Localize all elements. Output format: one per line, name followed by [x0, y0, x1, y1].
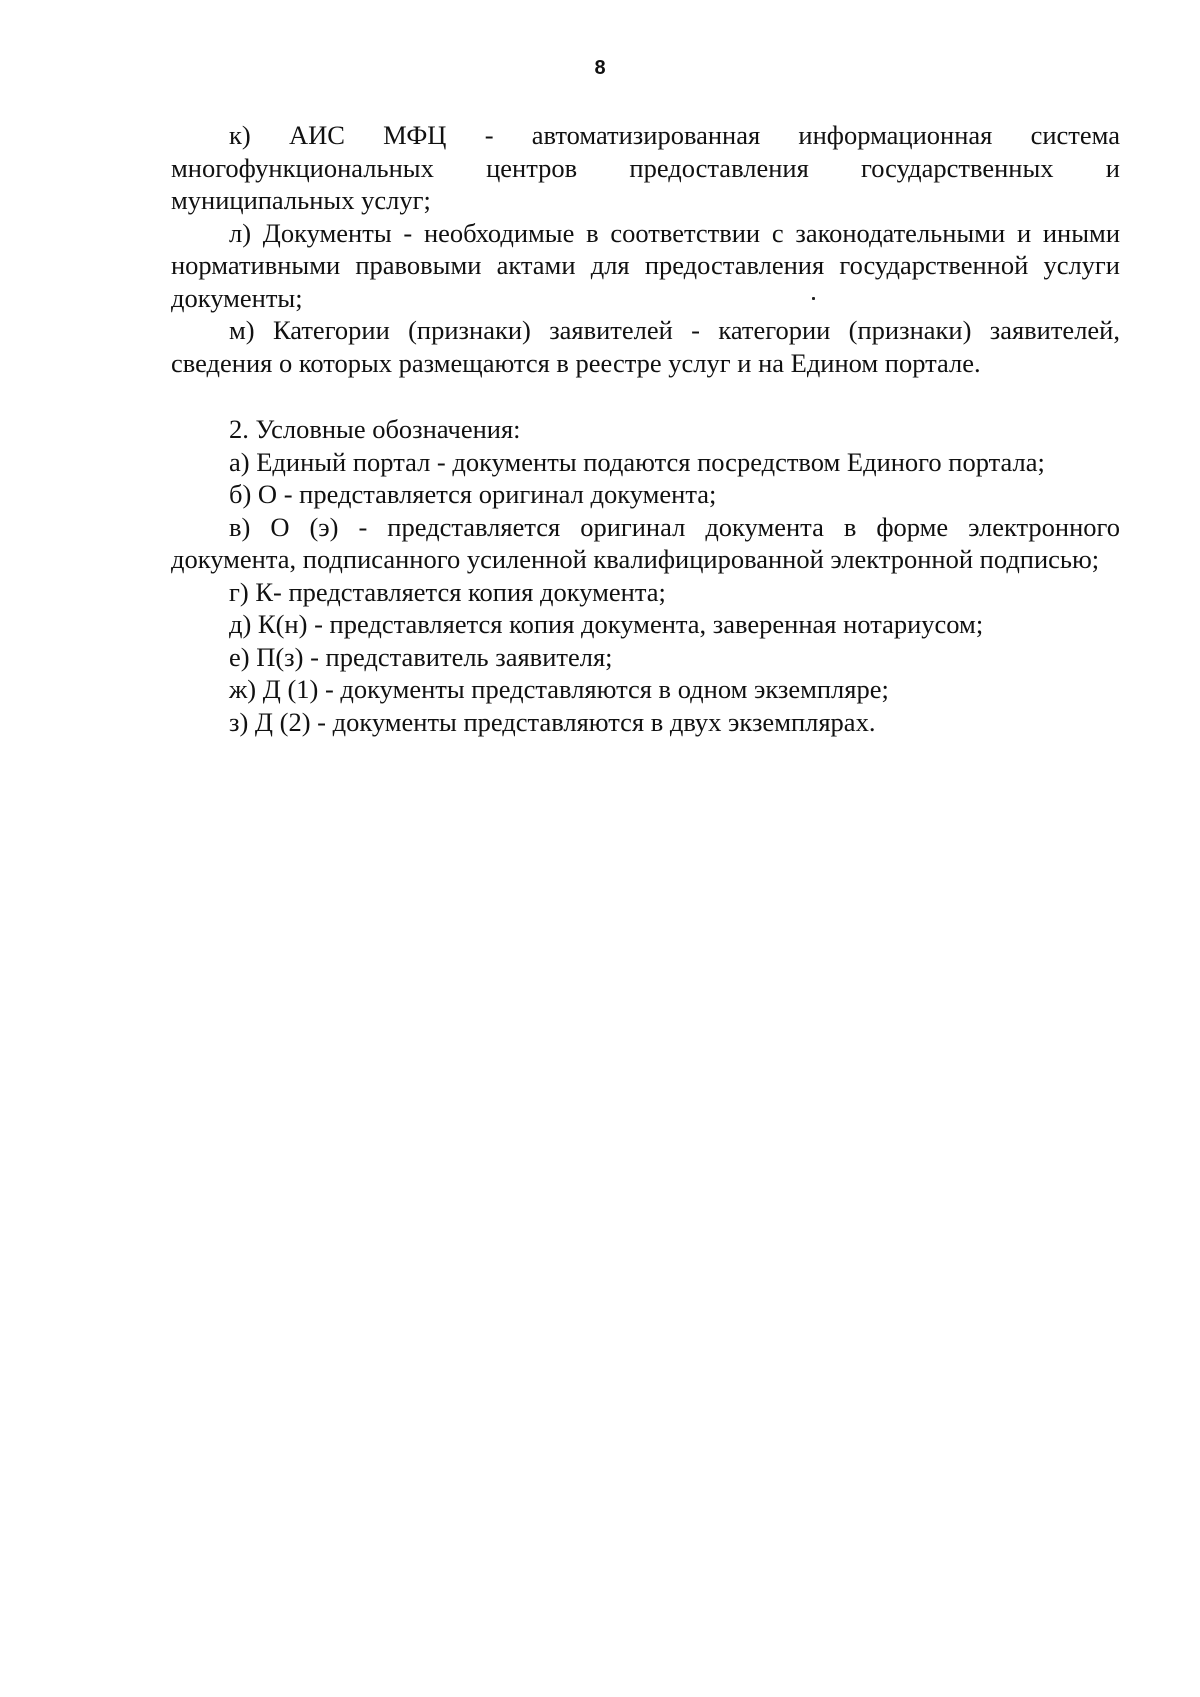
- notation-z: з) Д (2) - документы представляются в двух экземплярах.: [229, 706, 876, 737]
- scan-speck: [812, 297, 815, 300]
- definition-k: к) АИС МФЦ - автоматизированная информационная система многофункциональных центров предоставления государственных и муниципальных услуг;: [171, 120, 1120, 215]
- notation-e: е) П(з) - представитель заявителя;: [229, 641, 613, 672]
- notation-d: д) К(н) - представляется копия документа, заверенная нотариусом;: [229, 609, 984, 639]
- notations-section: [171, 413, 1120, 738]
- notation-b: б) О - представляется оригинал документа;: [229, 479, 717, 509]
- page-number: 8: [594, 57, 606, 79]
- definition-m: м) Категории (признаки) заявителей - категории (признаки) заявителей, сведения о которых размещаются в реестре услуг и на Едином портале.: [171, 315, 1120, 378]
- notations-heading: 2. Условные обозначения:: [229, 414, 521, 444]
- definitions-section: [171, 119, 1120, 379]
- notation-g: г) К- представляется копия документа;: [229, 576, 666, 607]
- notation-zh: ж) Д (1) - документы представляются в одном экземпляре;: [229, 674, 889, 704]
- notation-a: а) Единый портал - документы подаются посредством Единого портала;: [229, 446, 1045, 477]
- definition-l: л) Документы - необходимые в соответствии с законодательными и иными нормативными правовыми актами для предоставления государственной услуги документы;: [171, 217, 1120, 313]
- notation-v: в) О (э) - представляется оригинал документа в форме электронного документа, подписанного усиленной квалифицированной электронной подписью;: [171, 511, 1120, 574]
